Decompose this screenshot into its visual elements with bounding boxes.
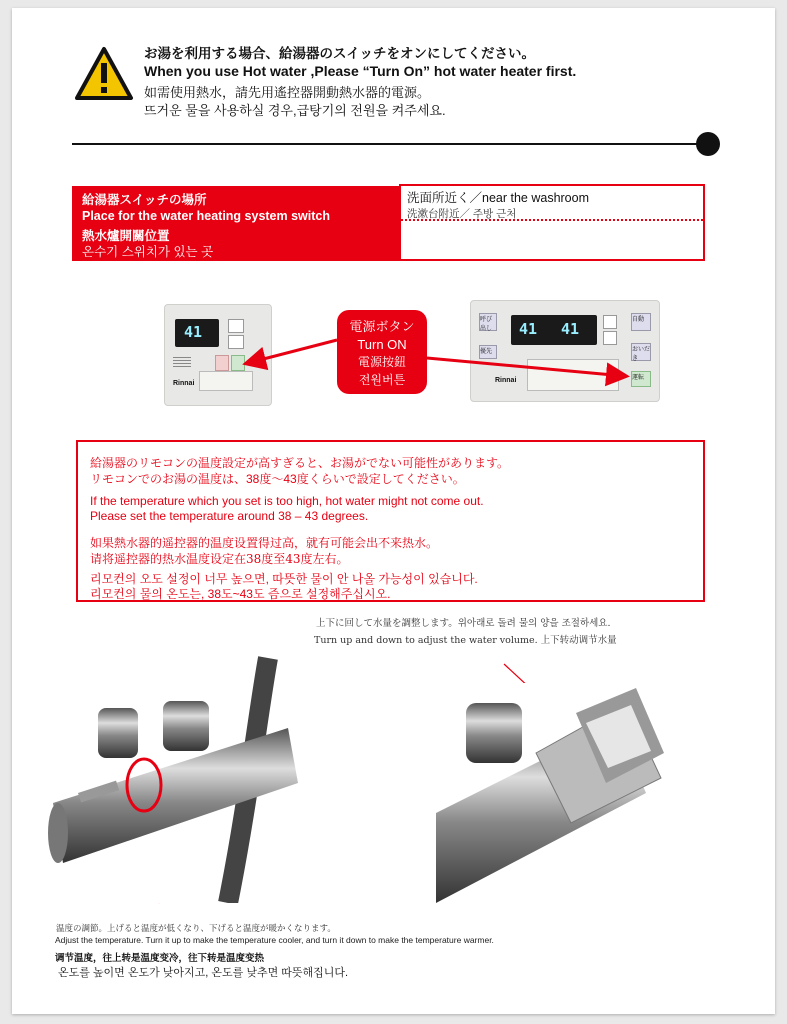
notice-ko-1: 리모컨의 오도 설정이 너무 높으면, 따뜻한 물이 안 나올 가능성이 있습니다. [90,572,478,586]
location-label-zh: 熱水爐開關位置 [82,229,170,243]
down-button[interactable] [228,335,244,349]
header-ko: 뜨거운 물을 사용하실 경우,급탕기의 전원을 켜주세요. [144,103,446,118]
small-remote-temp: 41 [184,323,203,341]
label-sticker [199,371,253,391]
volume-note-2: Turn up and down to adjust the water volume. 上下转动调节水量 [314,635,617,646]
temp-adjust-en: Adjust the temperature. Turn it up to make the temperature cooler, and turn it down to make the temperature warmer. [55,935,494,945]
small-remote-display [175,319,219,347]
document-page [12,8,775,1014]
temp-adjust-jp: 温度の調節。上げると温度が低くなり、下げると温度が暖かくなります。 [56,924,336,934]
switch-location-label [72,186,400,261]
up-button[interactable] [228,319,244,333]
notice-zh-1: 如果熱水器的遥控器的温度设置得过高，就有可能会出不来热水。 [90,536,439,550]
divider-line [72,143,712,145]
location-label-ko: 온수기 스위치가 있는 곳 [82,245,214,259]
temperature-notice-box [76,440,705,602]
notice-jp-1: 給湯器のリモコンの温度設定が高すぎると、お湯がでない可能性があります。 [90,456,510,470]
auto-button[interactable]: 自動 [631,313,651,331]
notice-en-1: If the temperature which you set is too high, hot water might not come out. [90,494,484,508]
temp-adjust-ko: 온도를 높이면 온도가 낮아지고, 온도를 낮추면 따뜻해집니다. [58,967,349,979]
small-remote-controller [164,304,272,406]
small-remote-button-a[interactable] [215,355,229,371]
location-value-1: 洗面所近く／near the washroom [407,191,590,205]
large-label-sticker [527,359,619,391]
header-en: When you use Hot water ,Please “Turn On” hot water heater first. [144,63,577,79]
large-remote-power-button[interactable]: 運転 [631,371,651,387]
temp-adjust-zh: 调节温度，往上转是温度变冷，往下转是温度变热 [55,953,265,964]
location-label-jp: 給湯器スイッチの場所 [82,193,207,207]
power-zh: 電源按鈕 [357,355,406,369]
power-jp: 電源ボタン [349,319,415,334]
priority-button[interactable]: 優先 [479,345,497,359]
power-ko: 전원버튼 [358,373,406,387]
notice-en-2: Please set the temperature around 38 – 43 degrees. [90,509,369,523]
location-label-en: Place for the water heating system switch [82,209,330,223]
large-remote-temp-2: 41 [561,320,580,338]
large-remote-temp-1: 41 [519,320,538,338]
power-button-callout [337,310,427,394]
small-remote-power-button[interactable] [231,355,245,371]
power-en: Turn ON [357,337,407,352]
notice-zh-2: 请将遥控器的热水温度设定在38度至43度左右。 [90,552,349,566]
large-down-button[interactable] [603,331,617,345]
small-remote-brand: Rinnai [173,380,195,387]
large-remote-brand: Rinnai [495,377,517,384]
call-button[interactable]: 呼び出し [479,313,497,331]
large-up-button[interactable] [603,315,617,329]
location-value-2: 洗漱台附近／ 주방 근처 [407,208,517,220]
large-remote-controller [470,300,660,402]
divider-dot [696,132,720,156]
header-zh: 如需使用熱水，請先用遙控器開動熱水器的電源。 [144,86,431,101]
header-jp: お湯を利用する場合、給湯器のスイッチをオンにしてください。 [144,46,535,61]
faucet-photo-volume [436,683,686,907]
reheat-button[interactable]: おいだき [631,343,651,361]
dotted-separator [401,219,703,221]
faucet-photo-temperature [48,653,308,903]
notice-ko-2: 리모컨의 물의 온도는, 38도~43도 즘으로 설정해주십시오. [90,587,391,601]
volume-note-1: 上下に回して水量を調整します。위아래로 돌려 물의 양을 조절하세요. [316,618,611,629]
large-remote-display [511,315,597,345]
speaker-grille [173,357,191,367]
warning-icon [74,46,134,102]
notice-jp-2: リモコンでのお湯の温度は、38度～43度くらいで設定してください。 [90,472,465,486]
